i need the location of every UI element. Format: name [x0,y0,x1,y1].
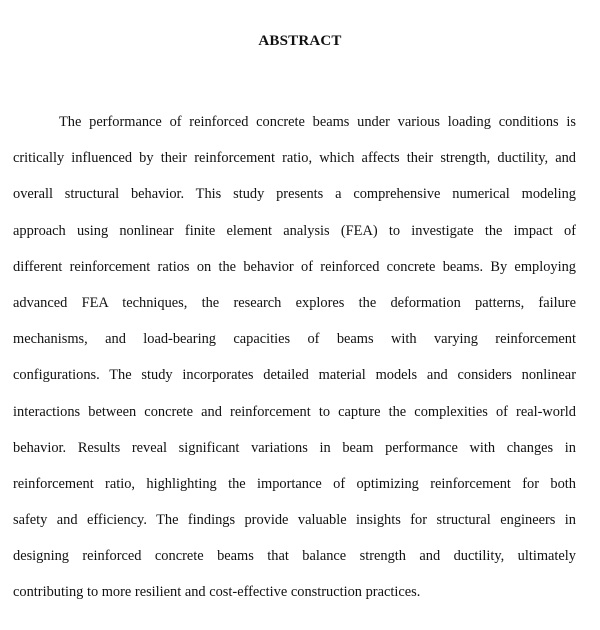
paragraph-line: safety and efficiency. The findings provide valuable insights for structural engineers in [13,512,576,529]
paragraph-line: contributing to more resilient and cost-effective construction practices. [13,584,421,601]
abstract-heading: ABSTRACT [258,33,342,49]
abstract-paragraph [13,104,576,611]
paragraph-line: advanced FEA techniques, the research explores the deformation patterns, failure [13,294,576,311]
paragraph-line: critically influenced by their reinforcement ratio, which affects their strength, ductility, and [13,150,576,167]
paragraph-line: interactions between concrete and reinforcement to capture the complexities of real-world [13,403,576,420]
paragraph-line: mechanisms, and load-bearing capacities of beams with varying reinforcement [13,331,576,348]
paragraph-line: configurations. The study incorporates detailed material models and considers nonlinear [13,367,576,384]
paragraph-line: different reinforcement ratios on the behavior of reinforced concrete beams. By employing [13,258,576,275]
paragraph-line: behavior. Results reveal significant variations in beam performance with changes in [13,439,576,456]
paragraph-line: designing reinforced concrete beams that balance strength and ductility, ultimately [13,548,576,565]
paragraph-line: reinforcement ratio, highlighting the importance of optimizing reinforcement for both [13,475,576,492]
paragraph-line: The performance of reinforced concrete beams under various loading conditions is [59,114,576,130]
paragraph-line: approach using nonlinear finite element analysis (FEA) to investigate the impact of [13,222,576,239]
paragraph-line: overall structural behavior. This study presents a comprehensive numerical modeling [13,186,576,203]
